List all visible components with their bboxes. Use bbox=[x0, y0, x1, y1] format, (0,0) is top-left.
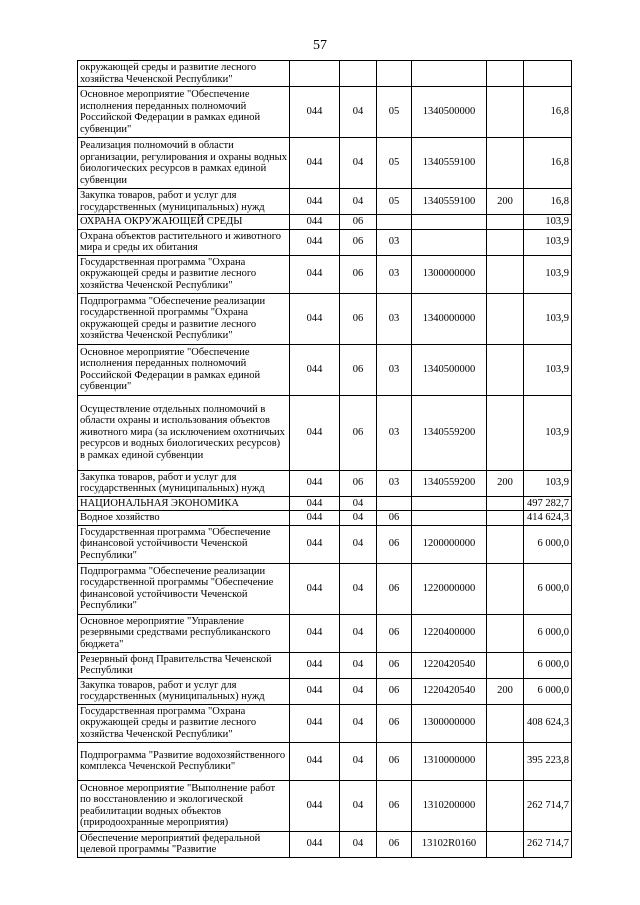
amount-cell: 6 000,0 bbox=[524, 678, 572, 704]
table-row bbox=[78, 138, 572, 189]
expense-type-cell bbox=[487, 293, 524, 344]
expense-type-cell bbox=[487, 525, 524, 563]
expense-type-cell bbox=[487, 511, 524, 526]
row-name-cell: Реализация полномочий в области организации, регулирования и охраны водных биологических ресурсов в рамках единой субвенции bbox=[78, 138, 290, 189]
subsection-code-cell bbox=[377, 496, 412, 511]
ministry-code-cell: 044 bbox=[290, 87, 340, 138]
table-row bbox=[78, 189, 572, 215]
row-name-cell: Обеспечение мероприятий федеральной целевой программы "Развитие bbox=[78, 831, 290, 857]
subsection-code-cell: 03 bbox=[377, 229, 412, 255]
expense-type-cell bbox=[487, 344, 524, 395]
row-name-cell: ОХРАНА ОКРУЖАЮЩЕЙ СРЕДЫ bbox=[78, 215, 290, 230]
expense-type-cell bbox=[487, 563, 524, 614]
target-article-cell bbox=[412, 229, 487, 255]
expense-type-cell: 200 bbox=[487, 189, 524, 215]
table-row bbox=[78, 563, 572, 614]
subsection-code-cell: 03 bbox=[377, 344, 412, 395]
amount-cell: 497 282,7 bbox=[524, 496, 572, 511]
section-code-cell: 04 bbox=[340, 511, 377, 526]
target-article-cell: 1340559200 bbox=[412, 470, 487, 496]
section-code-cell: 04 bbox=[340, 496, 377, 511]
amount-cell: 408 624,3 bbox=[524, 704, 572, 742]
subsection-code-cell: 06 bbox=[377, 831, 412, 857]
expense-type-cell bbox=[487, 229, 524, 255]
amount-cell bbox=[524, 61, 572, 87]
subsection-code-cell: 05 bbox=[377, 138, 412, 189]
target-article-cell: 1340500000 bbox=[412, 87, 487, 138]
row-name-cell: Государственная программа "Охрана окружающей среды и развитие лесного хозяйства Чеченской Республики" bbox=[78, 255, 290, 293]
target-article-cell: 1340559200 bbox=[412, 395, 487, 470]
row-name-cell: Государственная программа "Охрана окружающей среды и развитие лесного хозяйства Чеченской Республики" bbox=[78, 704, 290, 742]
amount-cell: 103,9 bbox=[524, 470, 572, 496]
table-row bbox=[78, 87, 572, 138]
subsection-code-cell: 03 bbox=[377, 395, 412, 470]
row-name-cell: Закупка товаров, работ и услуг для государственных (муниципальных) нужд bbox=[78, 678, 290, 704]
table-row bbox=[78, 229, 572, 255]
expense-type-cell bbox=[487, 614, 524, 652]
row-name-cell: Закупка товаров, работ и услуг для государственных (муниципальных) нужд bbox=[78, 189, 290, 215]
section-code-cell bbox=[340, 61, 377, 87]
row-name-cell: Водное хозяйство bbox=[78, 511, 290, 526]
table-row bbox=[78, 255, 572, 293]
target-article-cell: 1300000000 bbox=[412, 704, 487, 742]
ministry-code-cell: 044 bbox=[290, 831, 340, 857]
row-name-cell: Подпрограмма "Обеспечение реализации государственной программы "Охрана окружающей среды и развитие лесного хозяйства Чеченской Республики" bbox=[78, 293, 290, 344]
table-row bbox=[78, 395, 572, 470]
expense-type-cell: 200 bbox=[487, 470, 524, 496]
row-name-cell: НАЦИОНАЛЬНАЯ ЭКОНОМИКА bbox=[78, 496, 290, 511]
amount-cell: 103,9 bbox=[524, 395, 572, 470]
row-name-cell: Подпрограмма "Развитие водохозяйственного комплекса Чеченской Республики" bbox=[78, 742, 290, 780]
amount-cell: 395 223,8 bbox=[524, 742, 572, 780]
amount-cell: 262 714,7 bbox=[524, 780, 572, 831]
amount-cell: 16,8 bbox=[524, 189, 572, 215]
subsection-code-cell: 06 bbox=[377, 652, 412, 678]
target-article-cell: 1220420540 bbox=[412, 652, 487, 678]
expense-type-cell bbox=[487, 780, 524, 831]
ministry-code-cell: 044 bbox=[290, 215, 340, 230]
expense-type-cell bbox=[487, 87, 524, 138]
ministry-code-cell: 044 bbox=[290, 138, 340, 189]
subsection-code-cell: 06 bbox=[377, 511, 412, 526]
subsection-code-cell: 03 bbox=[377, 293, 412, 344]
subsection-code-cell: 03 bbox=[377, 255, 412, 293]
amount-cell: 6 000,0 bbox=[524, 652, 572, 678]
table-row bbox=[78, 61, 572, 87]
amount-cell: 103,9 bbox=[524, 215, 572, 230]
ministry-code-cell bbox=[290, 61, 340, 87]
target-article-cell bbox=[412, 496, 487, 511]
subsection-code-cell: 06 bbox=[377, 614, 412, 652]
row-name-cell: Основное мероприятие "Выполнение работ по восстановлению и экологической реабилитации водных объектов (природоохранные мероприятия) bbox=[78, 780, 290, 831]
section-code-cell: 04 bbox=[340, 742, 377, 780]
target-article-cell: 1220000000 bbox=[412, 563, 487, 614]
table-row bbox=[78, 614, 572, 652]
section-code-cell: 06 bbox=[340, 293, 377, 344]
section-code-cell: 04 bbox=[340, 831, 377, 857]
table-row bbox=[78, 470, 572, 496]
amount-cell: 16,8 bbox=[524, 87, 572, 138]
subsection-code-cell: 06 bbox=[377, 780, 412, 831]
section-code-cell: 04 bbox=[340, 87, 377, 138]
section-code-cell: 04 bbox=[340, 189, 377, 215]
ministry-code-cell: 044 bbox=[290, 780, 340, 831]
budget-table bbox=[77, 60, 572, 858]
table-row bbox=[78, 511, 572, 526]
row-name-cell: Резервный фонд Правительства Чеченской Республики bbox=[78, 652, 290, 678]
ministry-code-cell: 044 bbox=[290, 293, 340, 344]
expense-type-cell: 200 bbox=[487, 678, 524, 704]
ministry-code-cell: 044 bbox=[290, 525, 340, 563]
ministry-code-cell: 044 bbox=[290, 255, 340, 293]
ministry-code-cell: 044 bbox=[290, 511, 340, 526]
ministry-code-cell: 044 bbox=[290, 229, 340, 255]
table-row bbox=[78, 678, 572, 704]
section-code-cell: 04 bbox=[340, 563, 377, 614]
target-article-cell: 1340559100 bbox=[412, 138, 487, 189]
amount-cell: 16,8 bbox=[524, 138, 572, 189]
expense-type-cell bbox=[487, 496, 524, 511]
amount-cell: 103,9 bbox=[524, 344, 572, 395]
section-code-cell: 06 bbox=[340, 344, 377, 395]
amount-cell: 6 000,0 bbox=[524, 563, 572, 614]
ministry-code-cell: 044 bbox=[290, 189, 340, 215]
target-article-cell: 1220420540 bbox=[412, 678, 487, 704]
ministry-code-cell: 044 bbox=[290, 563, 340, 614]
ministry-code-cell: 044 bbox=[290, 496, 340, 511]
ministry-code-cell: 044 bbox=[290, 344, 340, 395]
table-row bbox=[78, 742, 572, 780]
subsection-code-cell: 06 bbox=[377, 525, 412, 563]
target-article-cell bbox=[412, 61, 487, 87]
row-name-cell: Основное мероприятие "Обеспечение исполнения переданных полномочий Российской Федерации в рамках единой субвенции" bbox=[78, 344, 290, 395]
row-name-cell: Подпрограмма "Обеспечение реализации государственной программы "Обеспечение финансовой устойчивости Чеченской Республики" bbox=[78, 563, 290, 614]
section-code-cell: 06 bbox=[340, 215, 377, 230]
expense-type-cell bbox=[487, 215, 524, 230]
table-row bbox=[78, 831, 572, 857]
section-code-cell: 06 bbox=[340, 470, 377, 496]
expense-type-cell bbox=[487, 395, 524, 470]
subsection-code-cell: 05 bbox=[377, 189, 412, 215]
subsection-code-cell: 05 bbox=[377, 87, 412, 138]
section-code-cell: 06 bbox=[340, 229, 377, 255]
row-name-cell: Закупка товаров, работ и услуг для государственных (муниципальных) нужд bbox=[78, 470, 290, 496]
target-article-cell: 1300000000 bbox=[412, 255, 487, 293]
target-article-cell: 1340500000 bbox=[412, 344, 487, 395]
table-row bbox=[78, 525, 572, 563]
row-name-cell: окружающей среды и развитие лесного хозяйства Чеченской Республики" bbox=[78, 61, 290, 87]
expense-type-cell bbox=[487, 652, 524, 678]
section-code-cell: 04 bbox=[340, 780, 377, 831]
target-article-cell: 1340559100 bbox=[412, 189, 487, 215]
amount-cell: 262 714,7 bbox=[524, 831, 572, 857]
target-article-cell: 1310200000 bbox=[412, 780, 487, 831]
target-article-cell: 1310000000 bbox=[412, 742, 487, 780]
target-article-cell bbox=[412, 511, 487, 526]
row-name-cell: Государственная программа "Обеспечение финансовой устойчивости Чеченской Республики" bbox=[78, 525, 290, 563]
section-code-cell: 04 bbox=[340, 678, 377, 704]
target-article-cell: 13102R0160 bbox=[412, 831, 487, 857]
amount-cell: 103,9 bbox=[524, 255, 572, 293]
target-article-cell: 1200000000 bbox=[412, 525, 487, 563]
table-row bbox=[78, 293, 572, 344]
expense-type-cell bbox=[487, 138, 524, 189]
row-name-cell: Осуществление отдельных полномочий в области охраны и использования объектов животного мира (за исключением охотничьих ресурсов и водных биологических ресурсов) в рамках единой субвенции bbox=[78, 395, 290, 470]
subsection-code-cell bbox=[377, 215, 412, 230]
subsection-code-cell bbox=[377, 61, 412, 87]
section-code-cell: 04 bbox=[340, 138, 377, 189]
amount-cell: 414 624,3 bbox=[524, 511, 572, 526]
amount-cell: 6 000,0 bbox=[524, 525, 572, 563]
section-code-cell: 04 bbox=[340, 704, 377, 742]
expense-type-cell bbox=[487, 831, 524, 857]
subsection-code-cell: 06 bbox=[377, 678, 412, 704]
section-code-cell: 04 bbox=[340, 614, 377, 652]
ministry-code-cell: 044 bbox=[290, 704, 340, 742]
expense-type-cell bbox=[487, 704, 524, 742]
table-row bbox=[78, 652, 572, 678]
table-row bbox=[78, 780, 572, 831]
ministry-code-cell: 044 bbox=[290, 470, 340, 496]
amount-cell: 103,9 bbox=[524, 293, 572, 344]
subsection-code-cell: 06 bbox=[377, 742, 412, 780]
section-code-cell: 04 bbox=[340, 652, 377, 678]
amount-cell: 103,9 bbox=[524, 229, 572, 255]
page-number: 57 bbox=[313, 38, 327, 53]
expense-type-cell bbox=[487, 742, 524, 780]
subsection-code-cell: 03 bbox=[377, 470, 412, 496]
row-name-cell: Основное мероприятие "Обеспечение исполнения переданных полномочий Российской Федерации в рамках единой субвенции" bbox=[78, 87, 290, 138]
expense-type-cell bbox=[487, 61, 524, 87]
row-name-cell: Охрана объектов растительного и животного мира и среды их обитания bbox=[78, 229, 290, 255]
amount-cell: 6 000,0 bbox=[524, 614, 572, 652]
table-row bbox=[78, 344, 572, 395]
ministry-code-cell: 044 bbox=[290, 395, 340, 470]
subsection-code-cell: 06 bbox=[377, 563, 412, 614]
table-row bbox=[78, 704, 572, 742]
section-code-cell: 04 bbox=[340, 525, 377, 563]
target-article-cell: 1340000000 bbox=[412, 293, 487, 344]
ministry-code-cell: 044 bbox=[290, 614, 340, 652]
target-article-cell bbox=[412, 215, 487, 230]
target-article-cell: 1220400000 bbox=[412, 614, 487, 652]
section-code-cell: 06 bbox=[340, 395, 377, 470]
subsection-code-cell: 06 bbox=[377, 704, 412, 742]
table-row bbox=[78, 215, 572, 230]
table-row bbox=[78, 496, 572, 511]
row-name-cell: Основное мероприятие "Управление резервными средствами республиканского бюджета" bbox=[78, 614, 290, 652]
ministry-code-cell: 044 bbox=[290, 742, 340, 780]
ministry-code-cell: 044 bbox=[290, 678, 340, 704]
expense-type-cell bbox=[487, 255, 524, 293]
section-code-cell: 06 bbox=[340, 255, 377, 293]
ministry-code-cell: 044 bbox=[290, 652, 340, 678]
